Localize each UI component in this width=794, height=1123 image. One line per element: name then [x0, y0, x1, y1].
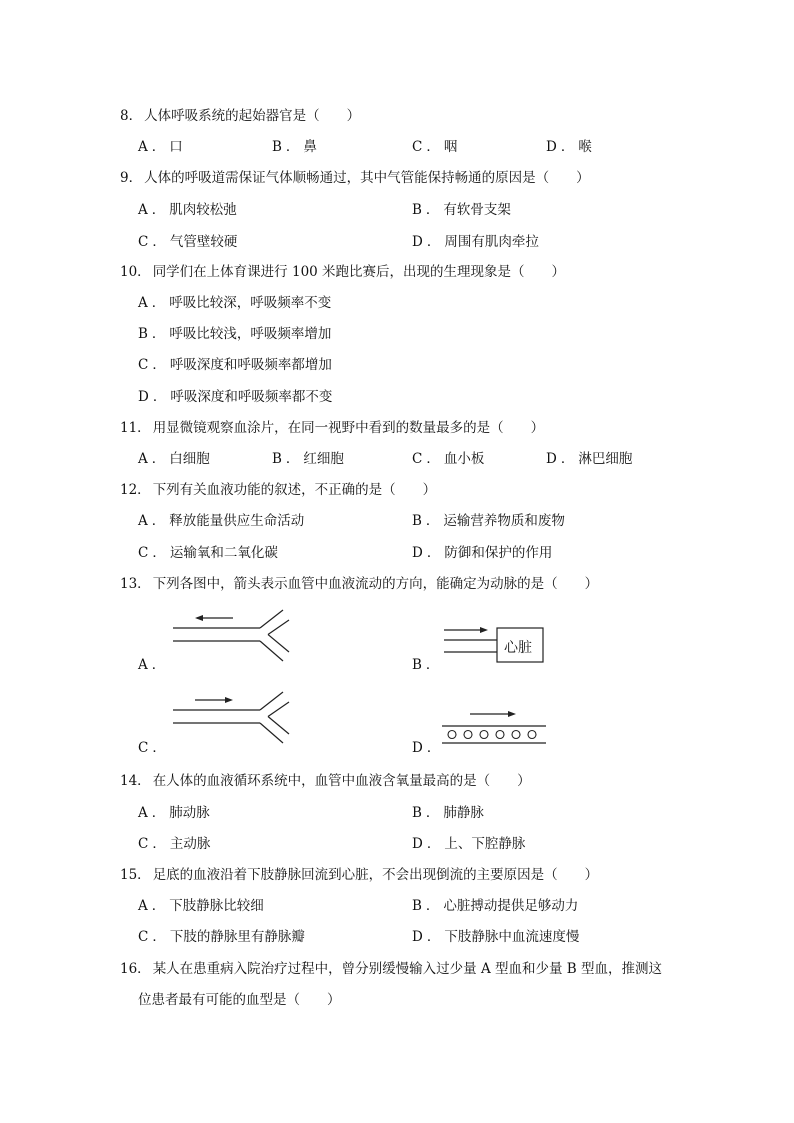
q13-option-a: A ． — [138, 657, 166, 673]
question-9: 9． 人体的呼吸道需保证气体顺畅通过，其中气管能保持畅通的原因是（ ） — [120, 170, 590, 186]
q14-option-c: C ． 主动脉 — [138, 836, 211, 852]
question-16-continued: 位患者最有可能的血型是（ ） — [138, 992, 341, 1008]
blood-cell-icon — [496, 731, 504, 739]
q11-option-d: D ． 淋巴细胞 — [546, 451, 633, 467]
q8-option-b: B ． 鼻 — [272, 139, 317, 155]
question-10: 10． 同学们在上体育课进行 100 米跑比赛后，出现的生理现象是（ ） — [120, 264, 566, 280]
q14-option-b: B ． 肺静脉 — [412, 805, 484, 821]
q15-option-d: D ． 下肢静脉中血流速度慢 — [412, 929, 580, 945]
q13-figure-a — [165, 608, 295, 666]
q11-option-b: B ． 红细胞 — [272, 451, 344, 467]
question-15: 15． 足底的血液沿着下肢静脉回流到心脏，不会出现倒流的主要原因是（ ） — [120, 867, 599, 883]
q9-option-b: B ． 有软骨支架 — [412, 202, 511, 218]
q13-option-c: C ． — [138, 740, 166, 756]
q11-option-a: A ． 白细胞 — [138, 451, 210, 467]
q10-option-c: C ． 呼吸深度和呼吸频率都增加 — [138, 357, 332, 373]
question-16: 16． 某人在患重病入院治疗过程中，曾分别缓慢输入过少量 A 型血和少量 B 型血，推测这 — [120, 961, 663, 977]
q15-option-a: A ． 下肢静脉比较细 — [138, 898, 264, 914]
q13-option-d: D ． — [412, 740, 441, 756]
blood-cell-icon — [480, 731, 488, 739]
q12-option-a: A ． 释放能量供应生命活动 — [138, 513, 305, 529]
q15-option-b: B ． 心脏搏动提供足够动力 — [412, 898, 579, 914]
question-12: 12． 下列有关血液功能的叙述，不正确的是（ ） — [120, 482, 437, 498]
q10-option-a: A ． 呼吸比较深，呼吸频率不变 — [138, 295, 332, 311]
heart-label: 心脏 — [504, 640, 532, 656]
q9-option-c: C ． 气管壁较硬 — [138, 234, 238, 250]
q10-option-b: B ． 呼吸比较浅，呼吸频率增加 — [138, 326, 332, 342]
q14-option-a: A ． 肺动脉 — [138, 805, 210, 821]
q13-option-b: B ． — [412, 657, 440, 673]
q13-figure-c — [165, 690, 295, 748]
q15-option-c: C ． 下肢的静脉里有静脉瓣 — [138, 929, 305, 945]
q9-option-a: A ． 肌肉较松弛 — [138, 202, 237, 218]
q8-option-c: C ． 咽 — [412, 139, 458, 155]
q12-option-d: D ． 防御和保护的作用 — [412, 545, 553, 561]
q12-option-b: B ． 运输营养物质和废物 — [412, 513, 565, 529]
blood-cell-icon — [464, 731, 472, 739]
blood-cell-icon — [448, 731, 456, 739]
q8-option-a: A ． 口 — [138, 139, 183, 155]
q12-option-c: C ． 运输氧和二氧化碳 — [138, 545, 278, 561]
blood-cell-icon — [512, 731, 520, 739]
q9-option-d: D ． 周围有肌肉牵拉 — [412, 234, 539, 250]
q10-option-d: D ． 呼吸深度和呼吸频率都不变 — [138, 389, 333, 405]
q11-option-c: C ． 血小板 — [412, 451, 485, 467]
q13-figure-d — [438, 706, 553, 748]
q14-option-d: D ． 上、下腔静脉 — [412, 836, 526, 852]
question-14: 14． 在人体的血液循环系统中，血管中血液含氧量最高的是（ ） — [120, 773, 531, 789]
q8-option-d: D ． 喉 — [546, 139, 592, 155]
question-13: 13． 下列各图中，箭头表示血管中血液流动的方向，能确定为动脉的是（ ） — [120, 576, 599, 592]
question-8: 8． 人体呼吸系统的起始器官是（ ） — [120, 108, 361, 124]
blood-cell-icon — [528, 731, 536, 739]
question-11: 11． 用显微镜观察血涂片，在同一视野中看到的数量最多的是（ ） — [120, 420, 545, 436]
